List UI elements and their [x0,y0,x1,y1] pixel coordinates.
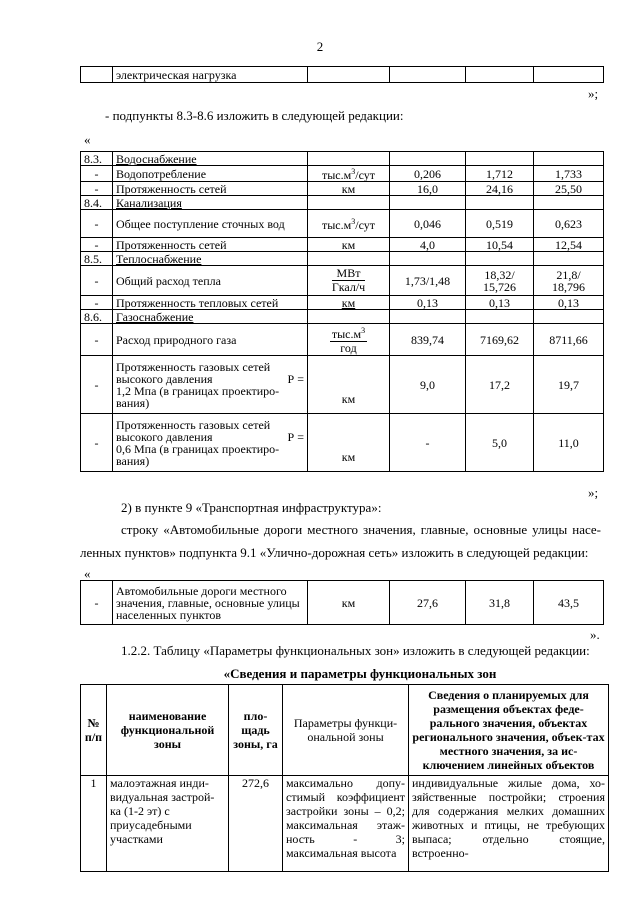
open-quote: « [84,566,91,581]
page-number: 2 [316,39,324,54]
paragraph: - подпункты 8.3-8.6 изложить в следующей редакции: [105,108,404,123]
roads-table [80,580,604,625]
table-row: - Протяженность газовых сетей высокого давления Р = 1,2 Мпа (в границах проектиро-вания) км 9,0 17,2 19,7 [81,356,604,414]
closing-quote: »; [588,485,599,500]
utilities-table [80,151,604,472]
col-header-info: Сведения о планируемых для размещения объектах феде-рального значения, объектах регионального значения, объек-тах местного значения, за ис-ключением линейных объектов [409,685,609,776]
section-heat: Теплоснабжение [113,252,308,266]
paragraph: строку «Автомобильные дороги местного значения, главные, основные улицы насе- [121,522,601,537]
col-header-area: пло-щадь зоны, га [229,685,283,776]
col-header-params: Параметры функци-ональной зоны [283,685,409,776]
table-row: - Протяженность тепловых сетей км 0,13 0,13 0,13 [81,296,604,310]
open-quote: « [84,132,91,147]
table-row: - Общее поступление сточных вод $тыс.м^3$/сут 0,046 0,519 0,623 [81,210,604,238]
continuation-table [80,66,604,83]
table-row: - Общий расход тепла $\frac{\text{МВт}}{\text{Гкал/ч}}$ 1,73/1,48 18,32/ 15,726 21,8/ 18,796 [81,266,604,296]
table-row: 8.6. Газоснабжение [81,310,604,324]
table-row: - Протяженность сетей км 16,0 24,16 25,50 [81,182,604,196]
closing-quote: ». [590,627,600,642]
table-row: - Расход природного газа $\frac{тыс.м^3}{\text{год}}$ 839,74 7169,62 8711,66 [81,324,604,356]
table-row: 8.3. Водоснабжение [81,152,604,166]
table-row: 1 малоэтажная инди-видуальная застрой-ка (1-2 эт) с приусадебными участками 272,6 максимально допу-стимый коэффициент застройки зоны – 0,2; максимальная этаж-ность - 3; максимальная высота индивидуальные жилые дома, хо-зяйственные постройки; строения для содержания мелких домашних животных и птицы, не требующих выпаса; отдельно стоящие, встроенно- [81,776,609,872]
col-header-name: наименование функциональной зоны [107,685,229,776]
table-row: - Автомобильные дороги местного значения, главные, основные улицы населенных пунктов км 27,6 31,8 43,5 [81,581,604,625]
table-row: 8.5. Теплоснабжение [81,252,604,266]
section-water: Водоснабжение [113,152,308,166]
section-gas: Газоснабжение [113,310,308,324]
paragraph: 1.2.2. Таблицу «Параметры функциональных зон» изложить в следующей редакции: [121,643,590,658]
paragraph: 2) в пункте 9 «Транспортная инфраструктура»: [121,500,382,515]
table-row: - Протяженность газовых сетей высокого давления Р = 0,6 Мпа (в границах проектиро-вания) км - 5,0 11,0 [81,414,604,472]
closing-quote: »; [588,86,599,101]
table-row [81,67,604,83]
table-row: - Протяженность сетей км 4,0 10,54 12,54 [81,238,604,252]
table-title: «Сведения и параметры функциональных зон [223,666,497,681]
col-header-num: № п/п [81,685,107,776]
table-row: - Водопотребление $тыс.м^3$/сут 0,206 1,712 1,733 [81,166,604,182]
table-header-row [81,685,609,776]
section-sewer: Канализация [113,196,308,210]
cell-name: электрическая нагрузка [113,67,308,83]
zones-table [80,684,609,872]
paragraph: ленных пунктов» подпункта 9.1 «Улично-дорожная сеть» изложить в следующей редакции: [80,545,589,560]
table-row: 8.4. Канализация [81,196,604,210]
